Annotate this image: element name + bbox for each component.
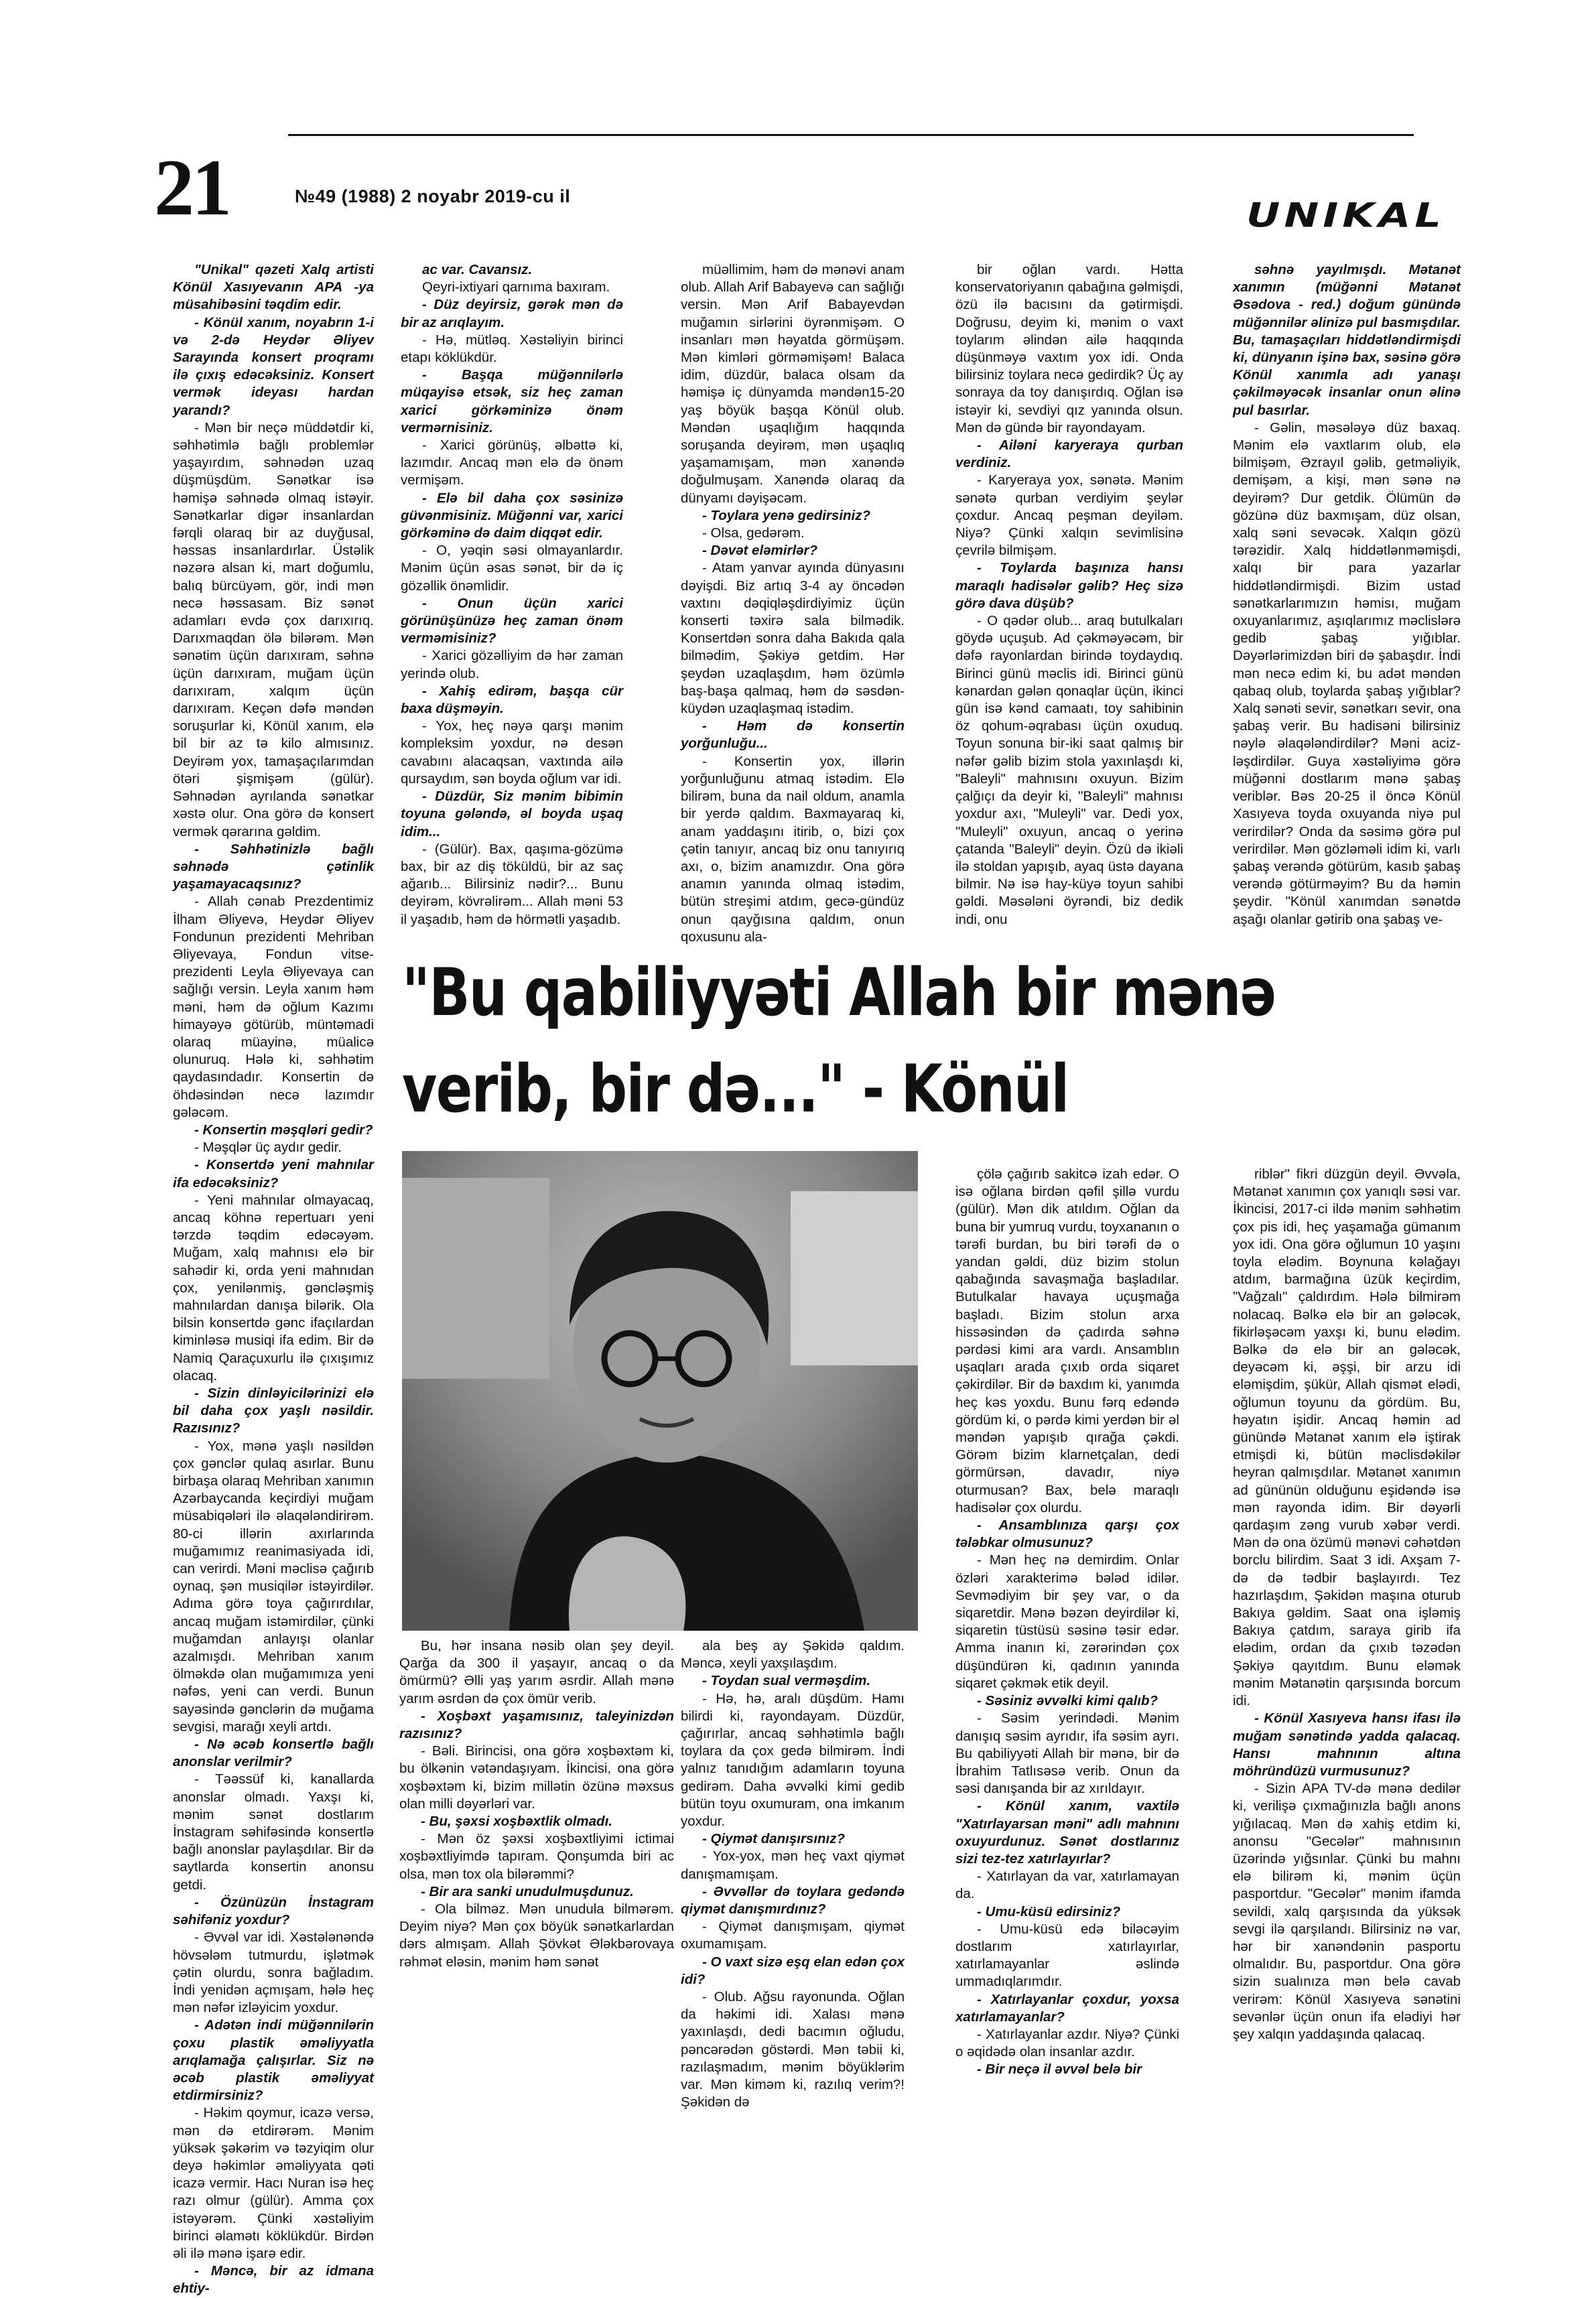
interview-question: - Konsertin məşqləri gedir?: [194, 1122, 373, 1138]
interview-question: - Ansamblınıza qarşı çox tələbkar olmusunuz?: [955, 1517, 1179, 1551]
interview-answer: - Xarici görünüş, əlbəttə ki, lazımdır. Ancaq mən elə də önəm vermişəm.: [401, 437, 623, 488]
interview-question: - Umu-küsü edirsiniz?: [977, 1903, 1121, 1919]
interview-answer: - Gəlin, məsələyə düz baxaq. Mənim elə vaxtlarım olub, elə bilmişəm, Əzrayıl gəlib, getməliyik, demişəm, a kişi, mən sənə nə deyirəm? Dur getdik. Ölümün də gözünə düz baxmışam, düz olsan, xalq səni sevəcək. Xalqın gözü tərəzidir. Xalq hiddətlənməmişdi, xalqı bir para yazarlar hiddətləndirmişdi. Bizim ustad sənətkarlarımızın həmisı, muğam oxuyanlarımız, aşıqlarımız məclislərə gedib şabaş yığıblar. Dəyərlərimizdən biri də şabaşdır. İndi mən necə edim ki, bu adət məndən qabaq olub, toylarda şabaş yığıblar? Xalq sənəti sevir, sənətkarı sevir, ona şabaş verir. Bu hadisəni bilirsiniz nəylə əlaqələndirdilər? Məni acizləşdirdilər. Guya xəstəliyimə görə müğənni dostlarım mənə şabaş veriblər. Bəs 20-25 il öncə Könül Xasıyeva toyda oxuyanda niyə pul verirdilər? Onda da səsimə görə pul verirdilər. Mən gözləməli idim ki, varlı şabaş verəndə götürüm, kasıb şabaş verəndə götürməyim? Bu da həmin şeydir. "Könül xanımdan sənətdə aşağı olanlar gətirib ona şabaş ve-: [1233, 419, 1461, 927]
interview-answer: ala beş ay Şəkidə qaldım. Məncə, xeyli yaxşılaşdım.: [681, 1638, 905, 1672]
article-photo: [402, 1151, 918, 1631]
interview-question: - Könül Xasıyeva hansı ifası ilə muğam sənətində yadda qalacaq. Hansı mahnının altına möhründüzü vurmusunuz?: [1233, 1710, 1461, 1779]
portrait-photo-icon: [402, 1151, 918, 1631]
interview-question: - Əvvəllər də toylara gedəndə qiymət danışmırdınız?: [681, 1883, 905, 1917]
interview-question: - Toydan sual verməşdim.: [702, 1673, 871, 1689]
article-column-9: [681, 1637, 905, 2160]
interview-question: - Səhhətinizlə bağlı səhnədə çətinlik yaşamayacaqsınız?: [173, 841, 374, 892]
interview-question: - Sizin dinləyicilərinizi elə bil daha çox yaşlı nəsildir. Razısınız?: [173, 1385, 374, 1436]
interview-question: - Elə bil daha çox səsinizə güvənmisiniz. Müğənni var, xarici görkəminə də daim diqqət edir.: [401, 490, 623, 541]
interview-question: - Özünüzün İnstagram səhifəniz yoxdur?: [173, 1894, 374, 1928]
interview-question: - Xatırlayanlar çoxdur, yoxsa xatırlamayanlar?: [955, 1991, 1179, 2025]
interview-question: - Bir ara sanki unudulmuşdunuz.: [421, 1883, 634, 1899]
interview-question: ac var. Cavansız.: [422, 262, 533, 277]
interview-answer: - Bəli. Birincisi, ona görə xoşbəxtəm ki, bu ölkənin vətəndaşıyam. İkincisi, ona görə xoşbəxtəm ki, bizim millətin özünə məxsus olan milli dəyərləri var.: [399, 1743, 674, 1812]
interview-answer: - Əvvəl var idi. Xəstələnəndə hövsələm tutmurdu, işlətmək çətin olurdu, sonra bağladım. İndi yenidən açmışam, hələ heç mən nəfər izləyicim yoxdur.: [173, 1930, 374, 2016]
interview-answer: - Səsim yerindədi. Mənim danışıq səsim ayrıdır, ifa səsim ayrı. Bu qabiliyyəti Allah bir mənə, bir də İbrahim Tatlısəsə verib. Onun da səsi danışanda bir az xırıldayır.: [955, 1710, 1179, 1797]
interview-answer: - Xatırlayan da var, xatırlamayan da.: [955, 1869, 1179, 1902]
interview-answer: - Yox-yox, mən heç vaxt qiymət danışmamışam.: [681, 1848, 905, 1882]
interview-question: - O vaxt sizə eşq elan edən çox idi?: [681, 1954, 905, 1987]
interview-answer: - Sizin APA TV-də mənə dedilər ki, verilişə çıxmağınızla bağlı anons yığılacaq. Mən də xahiş etdim ki, anonsu "Gecələr" mahnısının üzərində yığsınlar. Çünki bu mahnı elə bilirəm ki, mənim üçün pasportdur. "Gecələr" mənim ifamda sevildi, xalq qarşısında da yüksək sevgi ilə qarşılandı. Bilirsiniz nə var, hər bir xanəndənin pasportu olmalıdır. Bu, pasportdur. Ona görə sizin sualınıza mən belə cavab verirəm: Könül Xasıyeva sənətini sevənlər üçün onun ifa elədiyi hər şey xalqın yaddaşında qalacaq.: [1233, 1781, 1461, 2042]
interview-answer: - Allah cənab Prezdentimiz İlham Əliyevə, Heydər Əliyev Fondunun prezidenti Mehriban Əliyevaya, Fondun vitse-prezidenti Leyla Əliyevaya can sağlığı versin. Leyla xanım həm məni, həm də oğlum Kazımı himayəyə götürüb, müntəmadi olaraq müayinə, müalicə olunuruq. Hələ ki, səhhətim qaydasındadır. Konsertin də öhdəsindən necə lazımdır gələcəm.: [173, 894, 374, 1120]
interview-question: - Xahiş edirəm, başqa cür baxa düşməyin.: [401, 683, 623, 717]
interview-answer: - Məşqlər üç aydır gedir.: [194, 1140, 342, 1156]
interview-answer: - Ola bilməz. Mən unudula bilmərəm. Deyim niyə? Mən çox böyük sənətkarlardan dərs almışam. Allah Şövkət Ələkbərovaya rəhmət eləsin, mənim həm sənət: [399, 1901, 674, 1970]
interview-question: - Bir neçə il əvvəl belə bir: [977, 2062, 1142, 2078]
page-number: 21: [154, 143, 229, 232]
interview-answer: - Hə, mütləq. Xəstəliyin birinci etapı köklükdür.: [401, 332, 623, 366]
interview-answer: - Xatırlayanlar azdır. Niyə? Çünki o əqidədə olan insanlar azdır.: [955, 2026, 1179, 2060]
article-column-7: [1233, 1166, 1461, 2151]
newspaper-logo: UNIKAL: [1246, 196, 1445, 235]
interview-answer: - Konsertin yox, illərin yorğunluğunu atmaq istədim. Elə bilirəm, buna da nail oldum, anamla bir yerdə qaldım. Baxmayaraq ki, anam yaddaşını itirib, o, bizi çox çətin tanıyır, ancaq biz onu tanıyırıq axı, o, bizim anamızdır. Ona görə anamın yanında olmaq istədim, bütün streşimi atdım, gecə-gündüz onun qayğısına qaldım, onun qoxusunu ala-: [681, 753, 905, 945]
interview-answer: - Həkim qoymur, icazə versə, mən də etdirərəm. Mənim yüksək şəkərim və təzyiqim olur deyə həkimlər əməliyyata qəti icazə vermir. Hacı Nuran isə heç razı olmur (gülür). Amma çox istəyərəm. Çünki xəstəliyim birinci əlamətı köklükdür. Birdən əli ilə mənə işarə edir.: [173, 2105, 374, 2261]
interview-answer: - (Gülür). Bax, qaşıma-gözümə bax, bir az diş töküldü, bir az saç ağarıb... Bilirsiniz nədir?... Bunu deyirəm, kövrəlirəm... Allah məni 53 il yaşadıb, həm də hörmətli yaşadıb.: [401, 841, 623, 927]
article-column-3: [681, 261, 905, 945]
interview-answer: - Qiymət danışmışam, qiymət oxumamışam.: [681, 1919, 905, 1952]
interview-question: - Xoşbəxt yaşamısınız, taleyinizdən razısınız?: [399, 1708, 674, 1742]
headline-line-1: "Bu qabiliyyəti Allah bir mənə: [402, 955, 1276, 1031]
interview-question: - Səsiniz əvvəlki kimi qalıb?: [977, 1693, 1158, 1709]
interview-answer: - Yox, mənə yaşlı nəsildən çox gənclər qulaq asırlar. Bunu birbaşa olaraq Mehriban xanımın Azərbaycanda keçirdiyi muğam müsabiqələri ilə əlaqələndirirəm. 80-ci illərin axırlarında muğamımız reanimasiyada idi, can verirdi. Məni məclisə çağırıb oynaq, şən musiqilər istəyirdilər. Adıma görə toya çağırırdılar, ancaq muğam istəmirdilər, çünki muğamdan anlayışı olanlar azalmışdı. Mehriban xanım ölməkdə olan muğamımıza yeni nəfəs, yeni can verdi. Bunun sayəsində gənclərin də muğama sevgisi, marağı xeyli artdı.: [173, 1438, 374, 1735]
interview-question: - Toylara yenə gedirsiniz?: [702, 507, 871, 523]
interview-answer: müəllimim, həm də mənəvi anam olub. Allah Arif Babayevə can sağlığı versin. Mən Arif Babayevdən muğamın sirlərini öyrənmişəm. O insanları mən həyatda görmüşəm. Mən kimləri görməmişəm! Balaca idim, düzdür, balaca olsam da həmişə iç dünyamda məndən15-20 yaş böyük başqa Könül olub. Məndən uşaqlığım haqqında soruşanda deyirəm, mən uşaqlıq yaşamamışam, mən xanəndə doğulmuşam. Xanəndə olaraq da dünyamı dəyişəcəm.: [681, 262, 905, 506]
interview-answer: Qeyri-ixtiyari qarnıma baxıram.: [422, 279, 610, 295]
interview-answer: - Olsa, gedərəm.: [702, 525, 805, 541]
interview-answer: - Atam yanvar ayında dünyasını dəyişdi. Biz artıq 3-4 ay öncədən vaxtını dəqiqləşdirdiyimiz üçün konserti təxirə sala bilmədik. Konsertdən sonra daha Bakıda qala bilmədim, Şəkiyə getdim. Hər şeydən uzaqlaşdım, həm özümlə baş-başa qalmaq, həm də səsdən-küydən uzaqlaşmaq istədim.: [681, 560, 905, 717]
interview-answer: bir oğlan vardı. Hətta konservatoriyanın qabağına gəlmişdi, özü ilə bacısını da gətirmişdi. Doğrusu, deyim ki, mənim o vaxt toylarım əlindən ailə haqqında düşünməyə vaxtım yox idi. Onda bilirsiniz toylara necə gedirdik? Üç ay sonraya da toy danışırdıq. Oğlan isə istəyir ki, sevdiyi qız yanında olsun. Mən də gündə bir rayondayam.: [955, 262, 1183, 435]
article-column-4: [955, 261, 1183, 931]
interview-answer: - Karyeraya yox, sənətə. Mənim sənətə qurban verdiyim şeylər çoxdur. Ancaq peşman deyiləm. Niyə? Çünki xalqın sevimlisinə çevrilə bilmişəm.: [955, 472, 1183, 559]
interview-answer: - Mən heç nə demirdim. Onlar özləri xarakterimə bələd idilər. Sevmədiyim bir şey var, o da siqaretdir. Mənə bəzən deyirdilər ki, siqaretin tüstüsü səsinə təsir edər. Amma inanın ki, zərərindən çox düşündürən ki, qadının yanında siqaret çəkmək etik deyil.: [955, 1552, 1179, 1691]
interview-question: - Qiymət danışırsınız?: [702, 1831, 846, 1847]
interview-question: - Konsertdə yeni mahnılar ifa edəcəksiniz?: [173, 1157, 374, 1191]
interview-question: - Könül xanım, vaxtilə "Xatırlayarsan məni" adlı mahnını oxuyurdunuz. Sənət dostlarınız sizi tez-tez xatırlayırlar?: [955, 1798, 1179, 1867]
interview-answer: - Təəssüf ki, kanallarda anonslar olmadı. Yaxşı ki, mənim sənət dostlarım İnstagram səhifəsində konsertlə bağlı anonslar paylaşdılar. Bir də saytlarda konsertin anonsu getdi.: [173, 1771, 374, 1893]
interview-question: - Məncə, bir az idmana ehtiy-: [173, 2263, 374, 2297]
interview-answer: - O qədər olub... araq butulkaları göydə uçuşub. Ad çəkməyəcəm, bir dəfə rayonlardan birində toydaydıq. Birinci günü məclis idi. Birinci günü kənardan gələn qonaqlar üçün, ikinci gün isə kənd camaatı, toy sahibinin öz qohum-əqrabası üçün oxuduq. Toyun sonuna bir-iki saat qalmış bir nəfər gəlib bizim stola yaxınlaşdı ki, "Baleyli" mahnısını oxuyun. Bizim çalğıçı da deyir ki, "Baleyli" mahnısı yoxdur axı, "Muleyli" var. Dedi yox, "Muleyli" oxuyun, ancaq o yerinə çatanda "Baleyli" deyin. Özü də ikiəli ilə stoldan yapışıb, ayaq üstə dayana bilmir. Nə isə hay-küyə toyun sahibi gəldi. Məsələni öyrəndi, biz dedik indi, onu: [955, 613, 1183, 927]
interview-question: - Bu, şəxsi xoşbəxtlik olmadı.: [421, 1814, 612, 1830]
interview-question: - Nə əcəb konsertlə bağlı anonslar verilmir?: [173, 1737, 374, 1770]
interview-answer: - O, yəqin səsi olmayanlardır. Mənim üçün əsas sənət, bir də iç gözəllik önəmlidir.: [401, 543, 623, 594]
interview-question: səhnə yayılmışdı. Mətanət xanımın (müğənni Mətanət Əsədova - red.) doğum günündə müğənnilər əlinizə pul basmışdılar. Bu, tamaşaçıları hiddətləndirmişdi ki, dünyanın işinə bax, səsinə görə Könül xanımla adı yanaşı çəkilməyəcək insanlar onun əlinə pul basırlar.: [1233, 262, 1461, 418]
interview-answer: riblər" fikri düzgün deyil. Əvvəla, Mətanət xanımın çox yanıqlı səsi var. İkincisi, 2017-ci ildə mənim səhhətim çox pis idi, heç yaşamağa gümanım yox idi. Ona görə oğlumun 10 yaşını toyla elədim. Boynuna kəlağayı atdım, barmağına üzük keçirdim, "Vağzalı" çaldırdım. Hələ bilmirəm nolacaq. Bəlkə elə bir an gələcək, fikirləşəcəm yaxşı ki, bunu elədim. Bəlkə də elə bir an gələcək, deyəcəm ki, əşşi, bir arzu idi eləmişdim, şükür, Allah qismət elədi, oğlumun toyunu da gördüm. Bu, həyatın işidir. Ancaq həmin ad günündə Mətanət xanım elə iştirak etmişdi ki, bütün məclisdəkilər heyran qalmışdılar. Mətanət xanımın ad gününün olduğunu eşidəndə isə mən rayonda idim. Bir dəyərli qardaşım zəng vurub xəbər verdi. Mən də ona özümü mənəvi cəhətdən borclu bilirdim. Saat 3 idi. Axşam 7-də də tədbir başlayırdı. Tez hazırlaşdım, Şəkidən maşına oturub Bakıya gəldim. Saat ona işləmiş Bakıya çatdım, saraya girib ifa elədim, ordan da çıxıb təzədən Şəkiyə qayıtdım. Bunu eləmək mənim Mətanətin qarşısında borcum idi.: [1233, 1166, 1461, 1709]
interview-question: "Unikal" qəzeti Xalq artisti Könül Xasıyevanın APA -ya müsahibəsini təqdim edir.: [173, 262, 374, 313]
article-column-6: [955, 1166, 1179, 2151]
interview-answer: - Mən öz şəxsi xoşbəxtliyimi ictimai xoşbəxtliyimdə tapıram. Qonşumda biri ac olsa, mən tox ola bilərəmmi?: [399, 1831, 674, 1882]
interview-answer: - Yeni mahnılar olmayacaq, ancaq köhnə repertuarı yeni tərzdə təqdim edəcəyəm. Muğam, xalq mahnısı elə bir sahədir ki, orda yeni mahnıdan çox, yenilənmiş, gəncləşmiş mahnılardan danışa bilərik. Ola bilsin konsertdə gənc ifaçılardan kiminləsə musiqi ifa edim. Bir də Namiq Qaraçuxurlu ilə çıxışımız olacaq.: [173, 1192, 374, 1383]
interview-answer: - Mən bir neçə müddətdir ki, səhhətimlə bağlı problemlər yaşayırdım, səhnədən uzaq düşmüşdüm. Sənətkar isə həmişə səhnədə olmaq istəyir. Sənətkarlar digər insanlardan fərqli olaraq bir az duyğusal, həssas insanlardırlar. Üstəlik nəzərə alsan ki, mart doğumlu, balıq bürcüyəm, gör, indi mən necə həssasam. Biz sənət adamları evdə çox darıxırıq. Darıxmaqdan ölə bilərəm. Mən sənətim üçün darıxıram, səhnə üçün darıxıram, muğam üçün darıxıram, xalqım üçün darıxıram. Keçən dəfə məndən soruşurlar ki, Könül xanım, elə bil bir az tə kilo almısınız. Deyirəm yox, tamaşaçılarımdan ötəri şişmişəm (gülür). Səhnədən ayrılanda sənətkar xəstə olur. Ona görə də konsert vermək qərarına gəldim.: [173, 419, 374, 839]
interview-question: - Onun üçün xarici görünüşünüzə heç zaman önəm verməmisiniz?: [401, 595, 623, 647]
interview-question: - Könül xanım, noyabrın 1-i və 2-də Heydər Əliyev Sarayında konsert proqramı ilə çıxış edəcəksiniz. Konsert vermək ideyası hardan yarandı?: [173, 314, 374, 418]
interview-answer: - Xarici gözəlliyim də hər zaman yerində olub.: [401, 648, 623, 681]
article-column-5: [1233, 261, 1461, 931]
interview-question: - Düz deyirsiz, gərək mən də bir az arıqlayım.: [401, 297, 623, 330]
interview-answer: - Olub. Ağsu rayonunda. Oğlan da həkimi idi. Xalası mənə yaxınlaşdı, dedi bacımın oğludu, pəncərədən göstərdi. Mən təbii ki, razılaşmadım, mənim böyüklərim var. Mən kiməm ki, razılıq verim?! Şəkidən də: [681, 1989, 905, 2110]
issue-date: №49 (1988) 2 noyabr 2019-cu il: [295, 186, 571, 206]
interview-question: - Dəvət eləmirlər?: [702, 543, 818, 559]
interview-answer: Bu, hər insana nəsib olan şey deyil. Qarğa da 300 il yaşayır, ancaq o da ömürmü? Əlli yaş yarım əsrdir. Allah mənə yarım əsrdən də çox ömür verib.: [399, 1638, 674, 1706]
interview-question: - Düzdür, Siz mənim bibimin toyuna gələndə, əl boyda uşaq idim...: [401, 789, 623, 839]
article-column-2: [401, 261, 623, 931]
article-column-8: [399, 1637, 674, 2160]
interview-question: - Həm də konsertin yorğunluğu...: [681, 718, 905, 752]
interview-question: - Adətən indi müğənnilərin çoxu plastik əməliyyatla arıqlamağa çalışırlar. Siz nə əcəb plastik əməliyyat etdirmirsiniz?: [173, 2017, 374, 2104]
interview-answer: - Umu-küsü edə biləcəyim dostlarım xatırlayırlar, xatırlamayanlar əslində ummadıqlarımdır.: [955, 1921, 1179, 1990]
interview-answer: - Yox, heç nəyə qarşı mənim kompleksim yoxdur, nə desən cavabını alacaqsan, vaxtında ailə qursaydım, sən boyda oğlum var idi.: [401, 718, 623, 787]
interview-answer: - Hə, hə, aralı düşdüm. Hamı bilirdi ki, rayondayam. Düzdür, çağırırlar, ancaq səhhətimlə bağlı toylara da çox gedə bilmirəm. İndi yalnız tanıdığım adamların toyuna gedirəm. Daha əvvəlki kimi gedib bütün toyu oxumuram, ona imkanım yoxdur.: [681, 1690, 905, 1830]
interview-answer: çölə çağırıb sakitcə izah edər. O isə oğlana birdən qəfil şillə vurdu (gülür). Mən dik atıldım. Oğlan da buna bir yumruq vurdu, toyxananın o tərəfi burdan, bu biri tərəfi də o yandan gəldi, düz bizim stolun qabağında savaşmağa başladılar. Butulkalar havaya uçuşmağa başladı. Bizim stolun arxa hissəsindən də çadırda səhnə pərdəsi kimi ara vardı. Ansamblın uşaqları arada çıxıb orda siqaret çəkirdilər. Bir də baxdım ki, yanımda heç kəs yoxdu. Bunu fərq edəndə gördüm ki, o pərdə kimi yerdən bir əl məndən yapışıb qırağa çəkdi. Görəm bizim klarnetçalan, dedi görmürsən, davadır, niyə oturmusan? Bax, belə maraqlı hadisələr çox olurdu.: [955, 1166, 1179, 1515]
article-column-1: [173, 261, 374, 2297]
header-rule: [288, 134, 1414, 136]
interview-question: - Ailəni karyeraya qurban verdiniz.: [955, 437, 1183, 471]
interview-question: - Başqa müğənnilərlə müqayisə etsək, siz heç zaman xarici görkəminizə önəm vermərnisiniz.: [401, 367, 623, 435]
headline-line-2: verib, bir də..." - Könül: [402, 1051, 1069, 1128]
interview-question: - Toylarda başınıza hansı maraqlı hadisələr gəlib? Heç sizə görə dava düşüb?: [955, 560, 1183, 611]
